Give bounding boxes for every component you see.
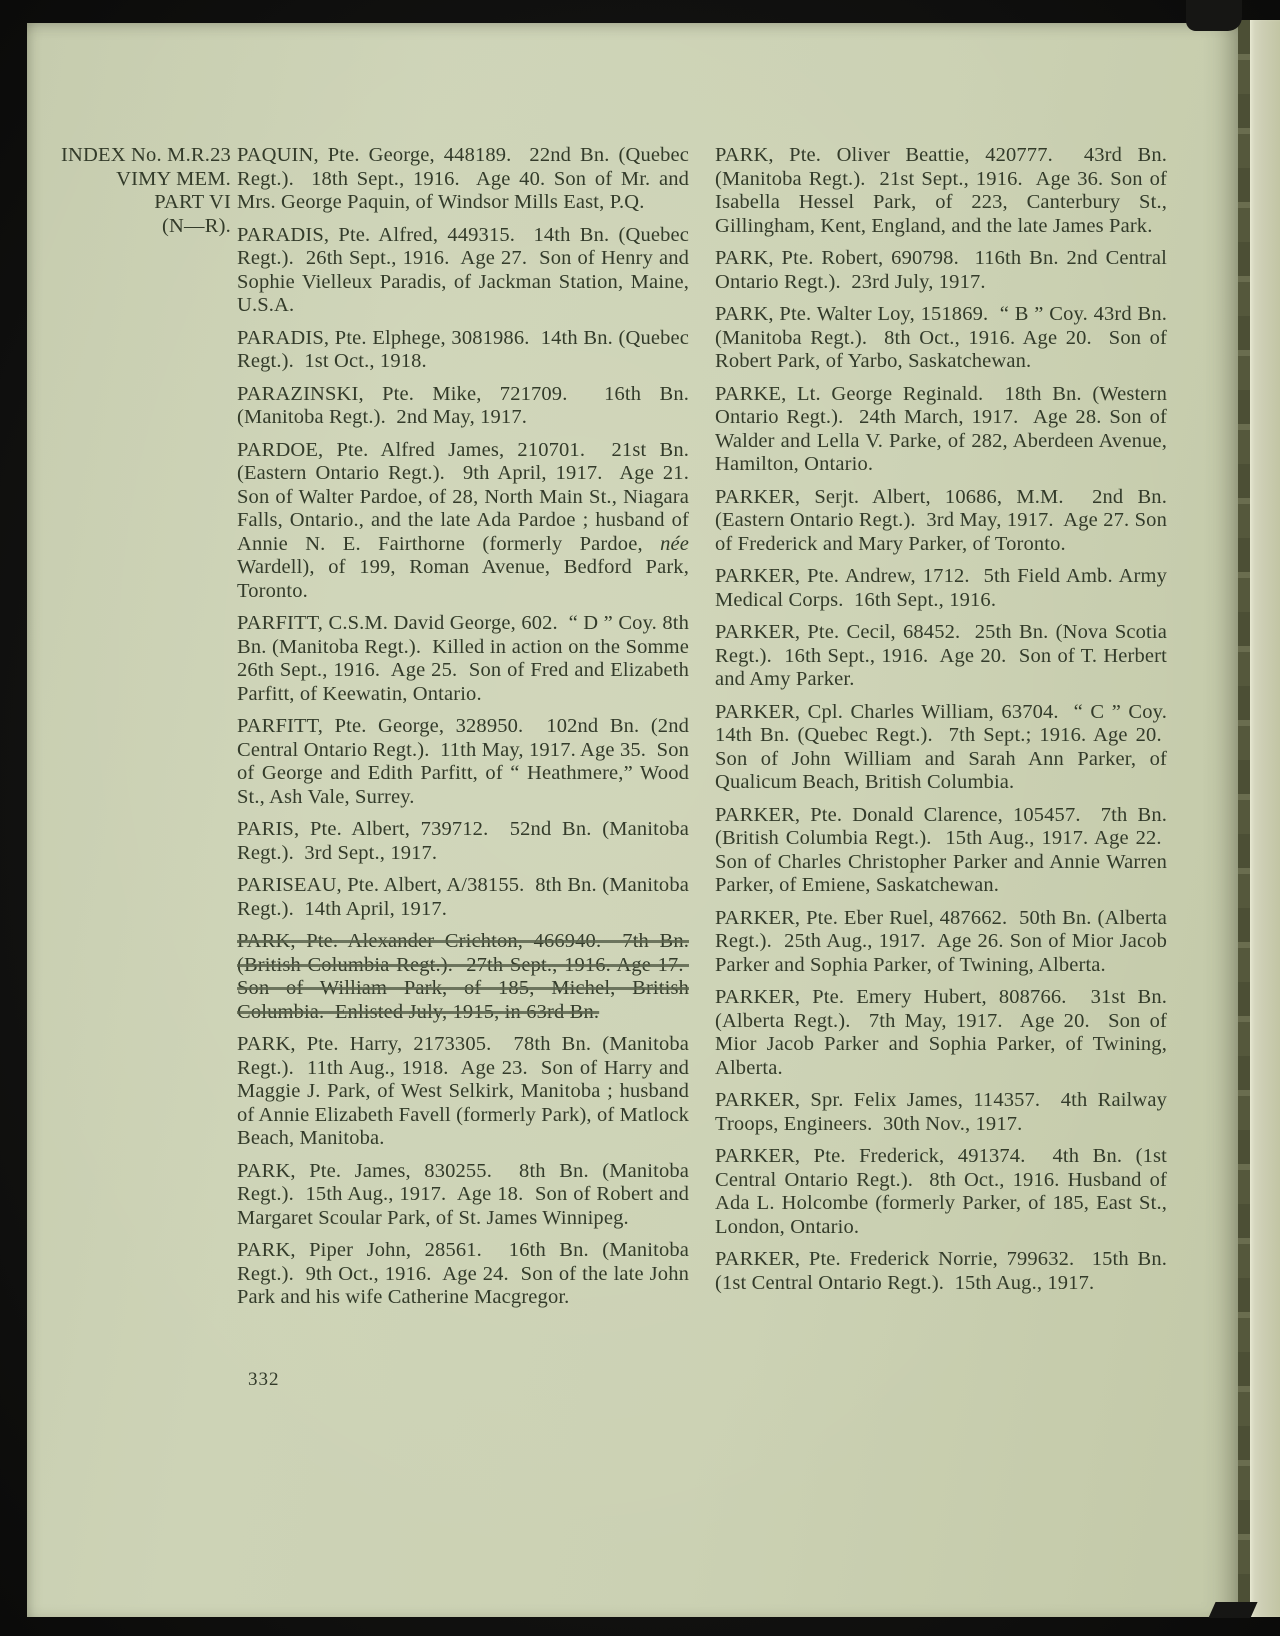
index-header-line: (N—R). [162, 214, 231, 237]
register-entry [715, 907, 1167, 978]
register-entry [237, 224, 689, 318]
entry-text: PARKER, Pte. Cecil, 68452. 25th Bn. (Nova Scotia Regt.). 16th Sept., 1916. Age 20. Son of T. Herbert and Amy Parker. [715, 621, 1167, 690]
register-entry [715, 621, 1167, 692]
entry-text: PARK, Pte. Walter Loy, 151869. “ B ” Coy. 43rd Bn. (Manitoba Regt.). 8th Oct., 1916. Age 20. Son of Robert Park, of Yarbo, Saskatchewan. [715, 303, 1167, 372]
register-entry [237, 1160, 689, 1231]
page-number: 332 [248, 1369, 280, 1390]
entry-text: PAQUIN, Pte. George, 448189. 22nd Bn. (Quebec Regt.). 18th Sept., 1916. Age 40. Son of Mr. and Mrs. George Paquin, of Windsor Mills East, P.Q. [237, 144, 689, 213]
entry-text: PARKER, Pte. Eber Ruel, 487662. 50th Bn. (Alberta Regt.). 25th Aug., 1917. Age 26. Son of Mior Jacob Parker and Sophia Parker, of Twining, Alberta. [715, 906, 1167, 976]
entry-text: PARK, Pte. Harry, 2173305. 78th Bn. (Manitoba Regt.). 11th Aug., 1918. Age 23. Son of Harry and Maggie J. Park, of West Selkirk, Manitoba ; husband of Annie Elizabeth Favell (formerly Park), of Matlock Beach, Manitoba. [237, 1033, 689, 1149]
entry-text: PARK, Pte. Alexander Crichton, 466940. 7th Bn. (British Columbia Regt.). 27th Sept., 1916. Age 17. Son of William Park, of 185, Michel, British Columbia. Enlisted July, 1915, in 63rd Bn. [237, 930, 689, 1023]
entry-text: PARKE, Lt. George Reginald. 18th Bn. (Western Ontario Regt.). 24th March, 1917. Age 28. Son of Walder and Lella V. Parke, of 282, Aberdeen Avenue, Hamilton, Ontario. [715, 382, 1167, 475]
register-entry [237, 874, 689, 921]
register-entry [715, 383, 1167, 477]
register-entry [715, 1248, 1167, 1295]
index-header [35, 144, 231, 238]
register-entry [715, 1145, 1167, 1239]
entry-text: PARDOE, Pte. Alfred James, 210701. 21st Bn. (Eastern Ontario Regt.). 9th April, 1917. Age 21. Son of Walter Pardoe, of 28, North Main St., Niagara Falls, Ontario., and the late Ada Pardoe ; husband of Annie N. E. Fairthorne (formerly Pardoe, [237, 438, 689, 555]
page-gap-shadow-bottom [1208, 1602, 1257, 1618]
next-page-edge [1250, 20, 1280, 1617]
column-right [715, 144, 1167, 1304]
entry-text: PARKER, Spr. Felix James, 114357. 4th Railway Troops, Engineers. 30th Nov., 1917. [715, 1089, 1167, 1135]
register-entry [715, 1089, 1167, 1136]
register-entry [237, 383, 689, 430]
register-entry [715, 565, 1167, 612]
register-entry [715, 486, 1167, 557]
entry-text: PARFITT, C.S.M. David George, 602. “ D ” Coy. 8th Bn. (Manitoba Regt.). Killed in action on the Somme 26th Sept., 1916. Age 25. Son of Fred and Elizabeth Parfitt, of Keewatin, Ontario. [237, 612, 689, 705]
entry-text: PARKER, Pte. Frederick Norrie, 799632. 15th Bn. (1st Central Ontario Regt.). 15th Aug., 1917. [715, 1248, 1167, 1294]
register-entry [237, 327, 689, 374]
index-header-line: INDEX No. M.R.23 [60, 144, 231, 166]
register-entry [237, 818, 689, 865]
register-entry [715, 144, 1167, 238]
entry-text: PARKER, Pte. Emery Hubert, 808766. 31st Bn. (Alberta Regt.). 7th May, 1917. Age 20. Son of Mior Jacob Parker and Sophia Parker, of Twining, Alberta. [715, 986, 1167, 1079]
register-entry [715, 701, 1167, 795]
register-entry [237, 439, 689, 604]
index-header-line: VIMY MEM. [116, 167, 231, 190]
register-entry [237, 1033, 689, 1151]
index-header-line: PART VI [154, 191, 231, 213]
entry-text: PARFITT, Pte. George, 328950. 102nd Bn. (2nd Central Ontario Regt.). 11th May, 1917. Age 35. Son of George and Edith Parfitt, of “ Heathmere,” Wood St., Ash Vale, Surrey. [237, 715, 689, 808]
register-entry [715, 986, 1167, 1080]
page-edge-deckle [1238, 20, 1250, 1617]
entry-text: PARKER, Pte. Andrew, 1712. 5th Field Amb. Army Medical Corps. 16th Sept., 1916. [715, 565, 1167, 611]
register-entry [237, 144, 689, 215]
register-entry [715, 247, 1167, 294]
entry-text: PARK, Piper John, 28561. 16th Bn. (Manitoba Regt.). 9th Oct., 1916. Age 24. Son of the late John Park and his wife Catherine Macgregor. [237, 1239, 689, 1308]
register-entry [237, 715, 689, 809]
book-page [27, 23, 1238, 1617]
entry-text: PARK, Pte. Robert, 690798. 116th Bn. 2nd Central Ontario Regt.). 23rd July, 1917. [715, 247, 1167, 293]
entry-text: PARADIS, Pte. Elphege, 3081986. 14th Bn. (Quebec Regt.). 1st Oct., 1918. [237, 326, 689, 372]
entry-text: Wardell), of 199, Roman Avenue, Bedford Park, Toronto. [237, 556, 689, 602]
column-left [237, 144, 689, 1319]
register-entry-struck-through [237, 930, 689, 1024]
entry-text: PARAZINSKI, Pte. Mike, 721709. 16th Bn. (Manitoba Regt.). 2nd May, 1917. [237, 382, 689, 428]
entry-text: PARK, Pte. Oliver Beattie, 420777. 43rd Bn. (Manitoba Regt.). 21st Sept., 1916. Age 36. Son of Isabella Hessel Park, of 223, Canterbury St., Gillingham, Kent, England, and the late James Park. [715, 144, 1167, 237]
entry-text-italic: née [660, 532, 689, 555]
register-entry [237, 612, 689, 706]
register-entry [237, 1239, 689, 1310]
entry-text: PARADIS, Pte. Alfred, 449315. 14th Bn. (Quebec Regt.). 26th Sept., 1916. Age 27. Son of Henry and Sophie Vielleux Paradis, of Jackman Station, Maine, U.S.A. [237, 223, 689, 316]
entry-text: PARKER, Pte. Donald Clarence, 105457. 7th Bn. (British Columbia Regt.). 15th Aug., 1917. Age 22. Son of Charles Christopher Parker and Annie Warren Parker, of Emiene, Saskatchewan. [715, 803, 1167, 896]
entry-text: PARKER, Serjt. Albert, 10686, M.M. 2nd Bn. (Eastern Ontario Regt.). 3rd May, 1917. Age 27. Son of Frederick and Mary Parker, of Toronto. [715, 485, 1167, 555]
entry-text: PARISEAU, Pte. Albert, A/38155. 8th Bn. (Manitoba Regt.). 14th April, 1917. [237, 874, 689, 920]
entry-text: PARKER, Cpl. Charles William, 63704. “ C ” Coy. 14th Bn. (Quebec Regt.). 7th Sept.; 1916. Age 20. Son of John William and Sarah Ann Parker, of Qualicum Beach, British Columbia. [715, 700, 1167, 793]
register-entry [715, 804, 1167, 898]
entry-text: PARK, Pte. James, 830255. 8th Bn. (Manitoba Regt.). 15th Aug., 1917. Age 18. Son of Robert and Margaret Scoular Park, of St. James Winnipeg. [237, 1159, 689, 1229]
register-entry [715, 303, 1167, 374]
entry-text: PARIS, Pte. Albert, 739712. 52nd Bn. (Manitoba Regt.). 3rd Sept., 1917. [237, 818, 689, 864]
page-gap-shadow-top [1186, 0, 1242, 31]
entry-text: PARKER, Pte. Frederick, 491374. 4th Bn. (1st Central Ontario Regt.). 8th Oct., 1916. Husband of Ada L. Holcombe (formerly Parker, of 185, East St., London, Ontario. [715, 1145, 1167, 1238]
